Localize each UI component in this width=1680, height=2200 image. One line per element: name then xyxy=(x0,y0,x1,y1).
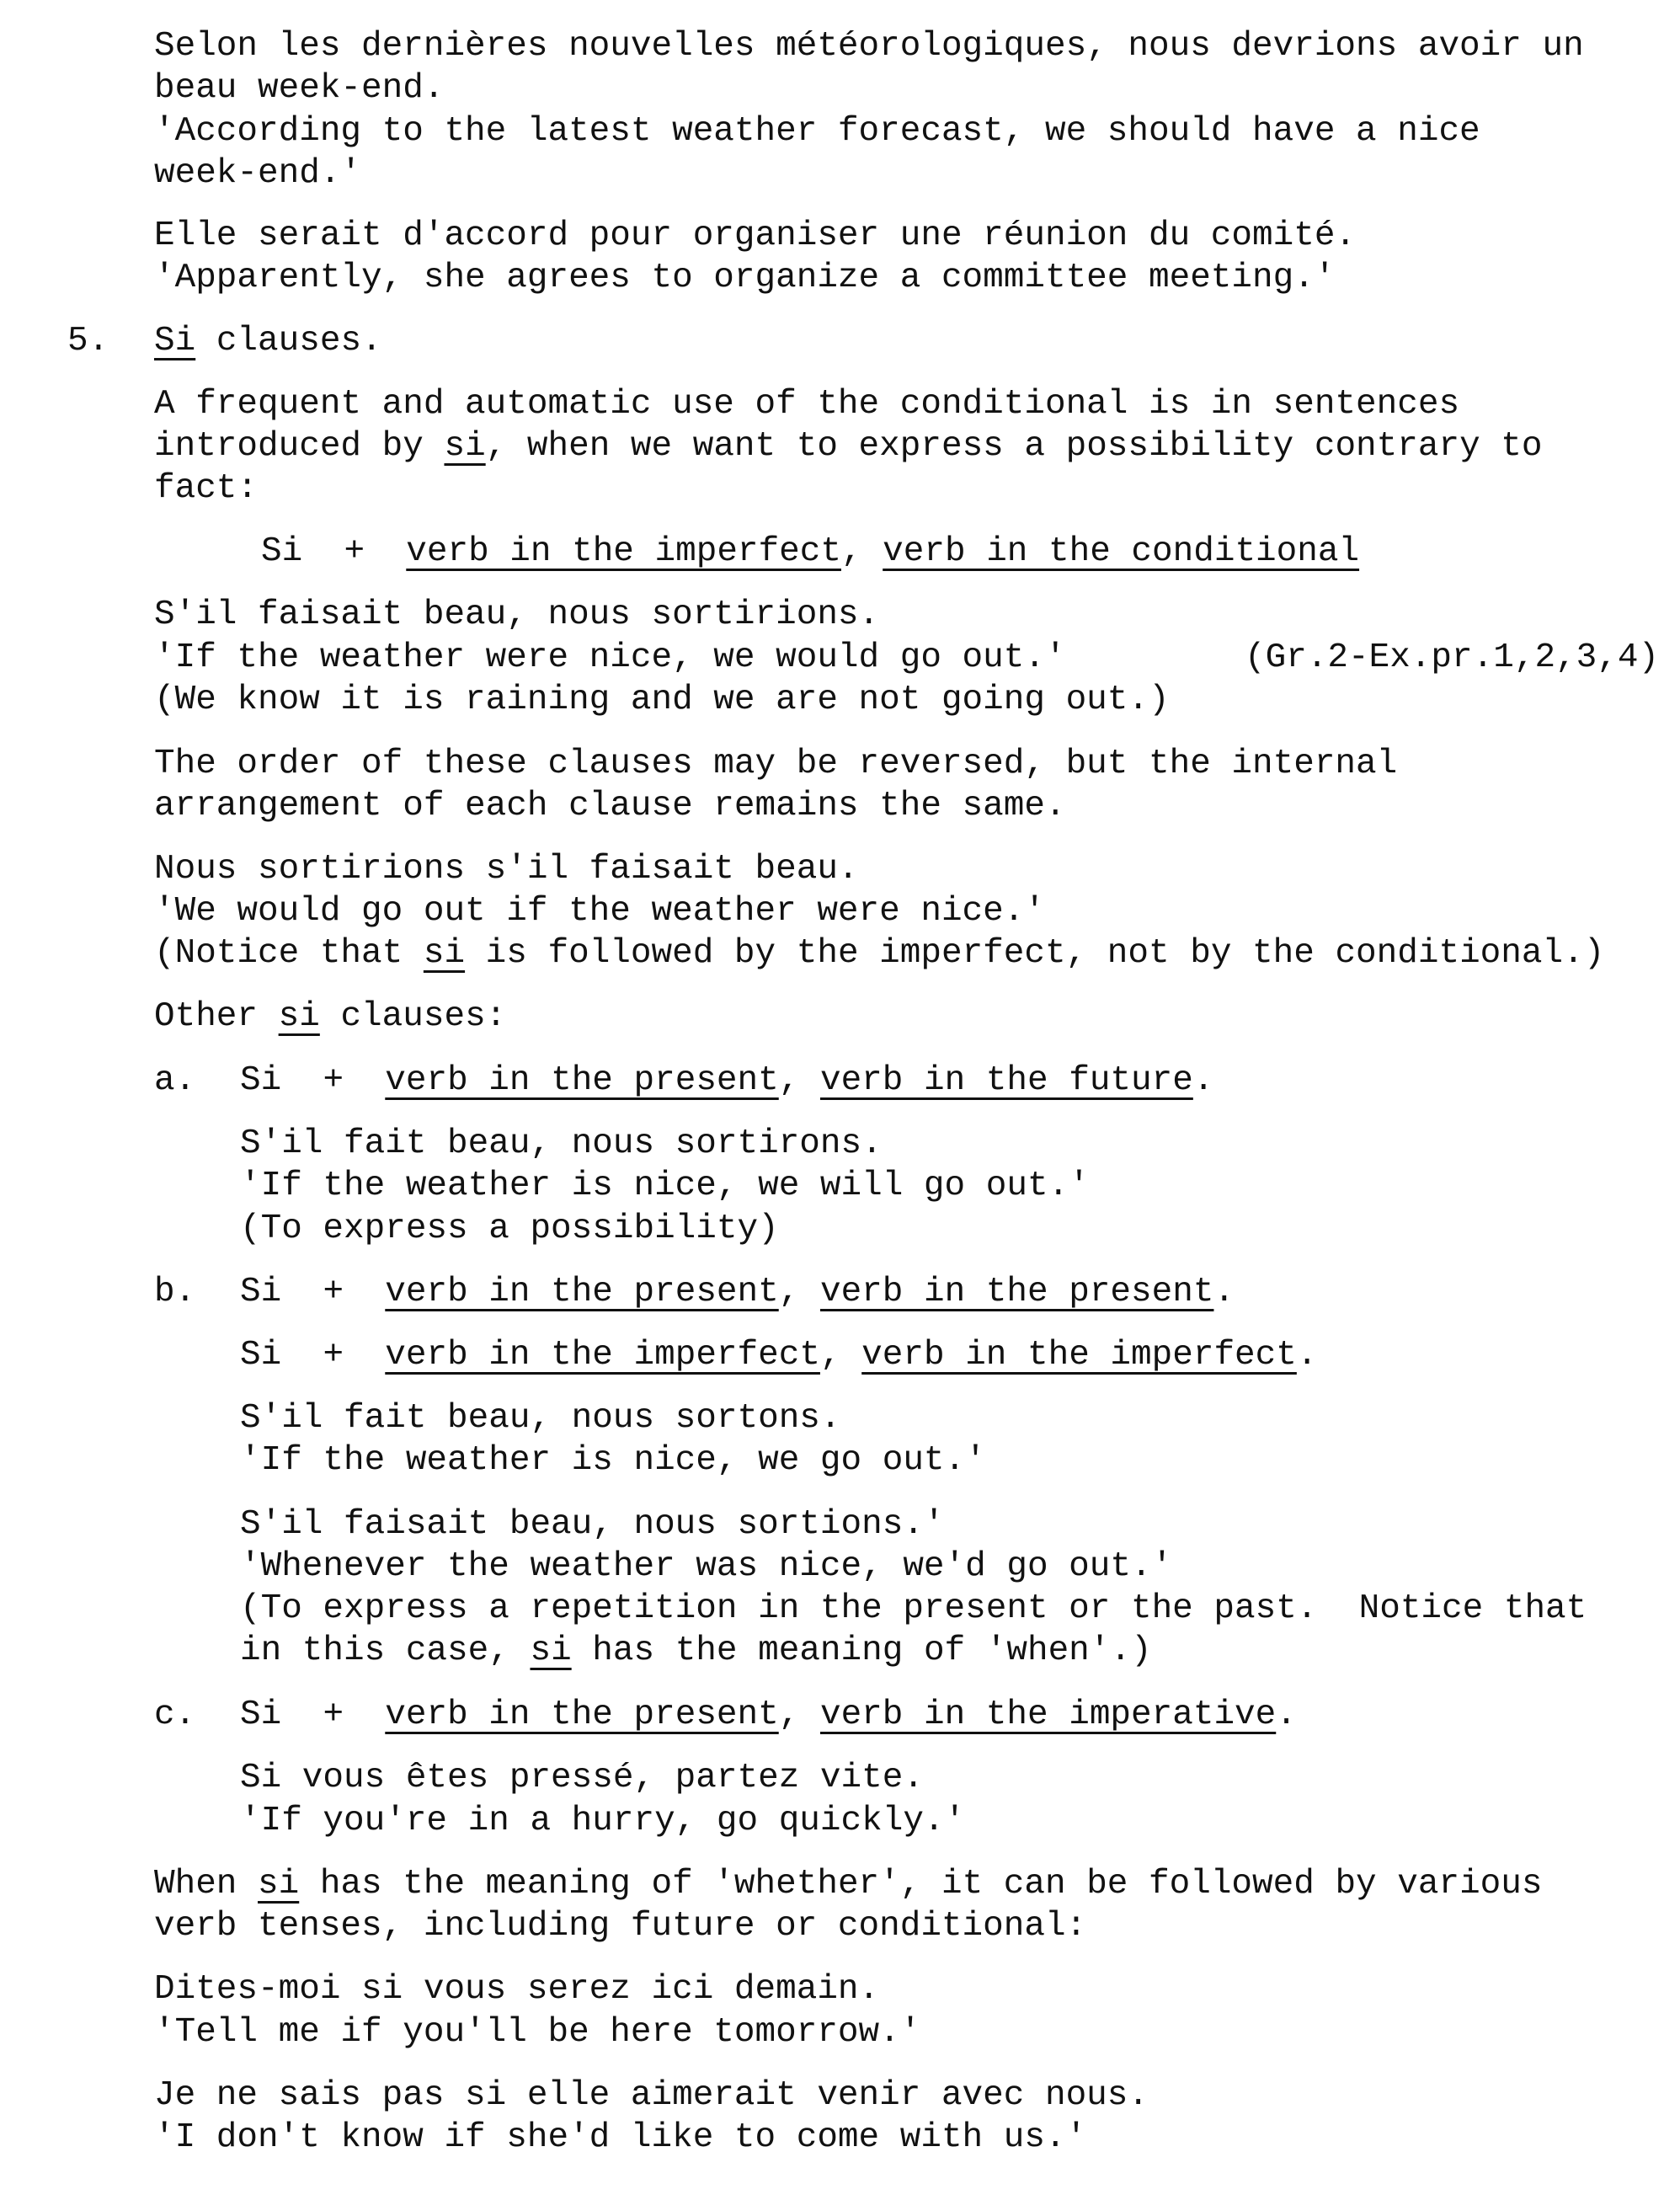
si-word: si xyxy=(278,997,320,1036)
example-note: (We know it is raining and we are not going out.) xyxy=(154,681,1170,719)
other-si-heading: Other si clauses: xyxy=(154,997,507,1036)
section-title: Si clauses. xyxy=(154,322,382,360)
example-en-line: 'Tell me if you'll be here tomorrow.' xyxy=(154,2013,921,2052)
si-word: si xyxy=(530,1631,572,1670)
explanation-line: When si has the meaning of 'whether', it can be followed by various xyxy=(154,1865,1543,1904)
plus-sign: + xyxy=(323,1061,344,1100)
si-word: si xyxy=(258,1865,300,1904)
example-en-line: 'If the weather is nice, we will go out.' xyxy=(240,1167,1090,1205)
formula-verb: verb in the imperfect xyxy=(385,1336,820,1375)
formula-verb: verb in the imperative xyxy=(819,1695,1277,1734)
example-en-line: 'We would go out if the weather were nice.' xyxy=(154,892,1045,931)
item-label-c: c. xyxy=(154,1695,196,1734)
explanation-line: verb tenses, including future or conditional: xyxy=(154,1907,1087,1946)
si-word: si xyxy=(423,934,466,973)
plus-sign: + xyxy=(323,1336,344,1375)
formula-verb: verb in the future xyxy=(819,1061,1193,1100)
example-en-line: week-end.' xyxy=(154,154,362,193)
example-fr-line: beau week-end. xyxy=(154,69,445,108)
explanation-line: The order of these clauses may be reversed, but the internal xyxy=(154,745,1398,783)
explanation-line: arrangement of each clause remains the same. xyxy=(154,787,1066,825)
formula-b-1: Si + verb in the present, verb in the present. xyxy=(240,1273,1235,1311)
example-note: in this case, si has the meaning of 'when'.) xyxy=(240,1631,1152,1670)
exercise-reference: (Gr.2-Ex.pr.1,2,3,4) xyxy=(1245,638,1660,677)
example-fr-line: S'il faisait beau, nous sortirions. xyxy=(154,595,880,634)
plus-sign: + xyxy=(344,532,365,571)
example-fr-line: Dites-moi si vous serez ici demain. xyxy=(154,1970,880,2009)
example-en-line: 'Apparently, she agrees to organize a committee meeting.' xyxy=(154,259,1336,297)
formula-verb: verb in the imperfect xyxy=(406,532,841,571)
plus-sign: + xyxy=(323,1695,344,1734)
explanation-line: A frequent and automatic use of the conditional is in sentences xyxy=(154,385,1460,424)
example-note: (To express a repetition in the present or the past. Notice that xyxy=(240,1589,1587,1628)
example-en-line: 'I don't know if she'd like to come with us.' xyxy=(154,2118,1087,2157)
explanation-line: fact: xyxy=(154,469,259,508)
formula-verb: verb in the present xyxy=(385,1273,779,1311)
plus-sign: + xyxy=(323,1273,344,1311)
example-note: (Notice that si is followed by the imperfect, not by the conditional.) xyxy=(154,934,1605,973)
formula-a: Si + verb in the present, verb in the future. xyxy=(240,1061,1214,1100)
example-fr-line: S'il fait beau, nous sortirons. xyxy=(240,1124,883,1163)
explanation-line: introduced by si, when we want to express a possibility contrary to xyxy=(154,427,1543,466)
formula-verb: verb in the conditional xyxy=(883,532,1360,571)
example-en-line: 'If the weather were nice, we would go out.' xyxy=(154,638,1066,677)
item-label-b: b. xyxy=(154,1273,196,1311)
formula-verb: verb in the present xyxy=(385,1061,779,1100)
formula-verb: verb in the present xyxy=(819,1273,1214,1311)
section-number: 5. xyxy=(67,322,109,360)
si-word: si xyxy=(444,427,486,466)
example-fr-line: Je ne sais pas si elle aimerait venir avec nous. xyxy=(154,2076,1149,2115)
formula-b-2: Si + verb in the imperfect, verb in the imperfect. xyxy=(240,1336,1318,1375)
example-fr-line: Elle serait d'accord pour organiser une réunion du comité. xyxy=(154,216,1357,255)
si-word: Si xyxy=(154,322,196,360)
formula-verb: verb in the imperfect xyxy=(861,1336,1297,1375)
formula-main: Si + verb in the imperfect, verb in the conditional xyxy=(261,532,1360,571)
example-fr-line: S'il faisait beau, nous sortions.' xyxy=(240,1505,945,1544)
formula-verb: verb in the present xyxy=(385,1695,779,1734)
example-en-line: 'According to the latest weather forecast, we should have a nice xyxy=(154,112,1480,151)
example-fr-line: Si vous êtes pressé, partez vite. xyxy=(240,1759,924,1797)
example-fr-line: Selon les dernières nouvelles météorologiques, nous devrions avoir un xyxy=(154,27,1584,66)
example-note: (To express a possibility) xyxy=(240,1209,779,1248)
item-label-a: a. xyxy=(154,1061,196,1100)
example-fr-line: S'il fait beau, nous sortons. xyxy=(240,1399,841,1438)
example-en-line: 'Whenever the weather was nice, we'd go out.' xyxy=(240,1547,1173,1586)
formula-c: Si + verb in the present, verb in the imperative. xyxy=(240,1695,1297,1734)
example-en-line: 'If the weather is nice, we go out.' xyxy=(240,1441,986,1480)
example-fr-line: Nous sortirions s'il faisait beau. xyxy=(154,850,859,889)
example-en-line: 'If you're in a hurry, go quickly.' xyxy=(240,1802,966,1840)
